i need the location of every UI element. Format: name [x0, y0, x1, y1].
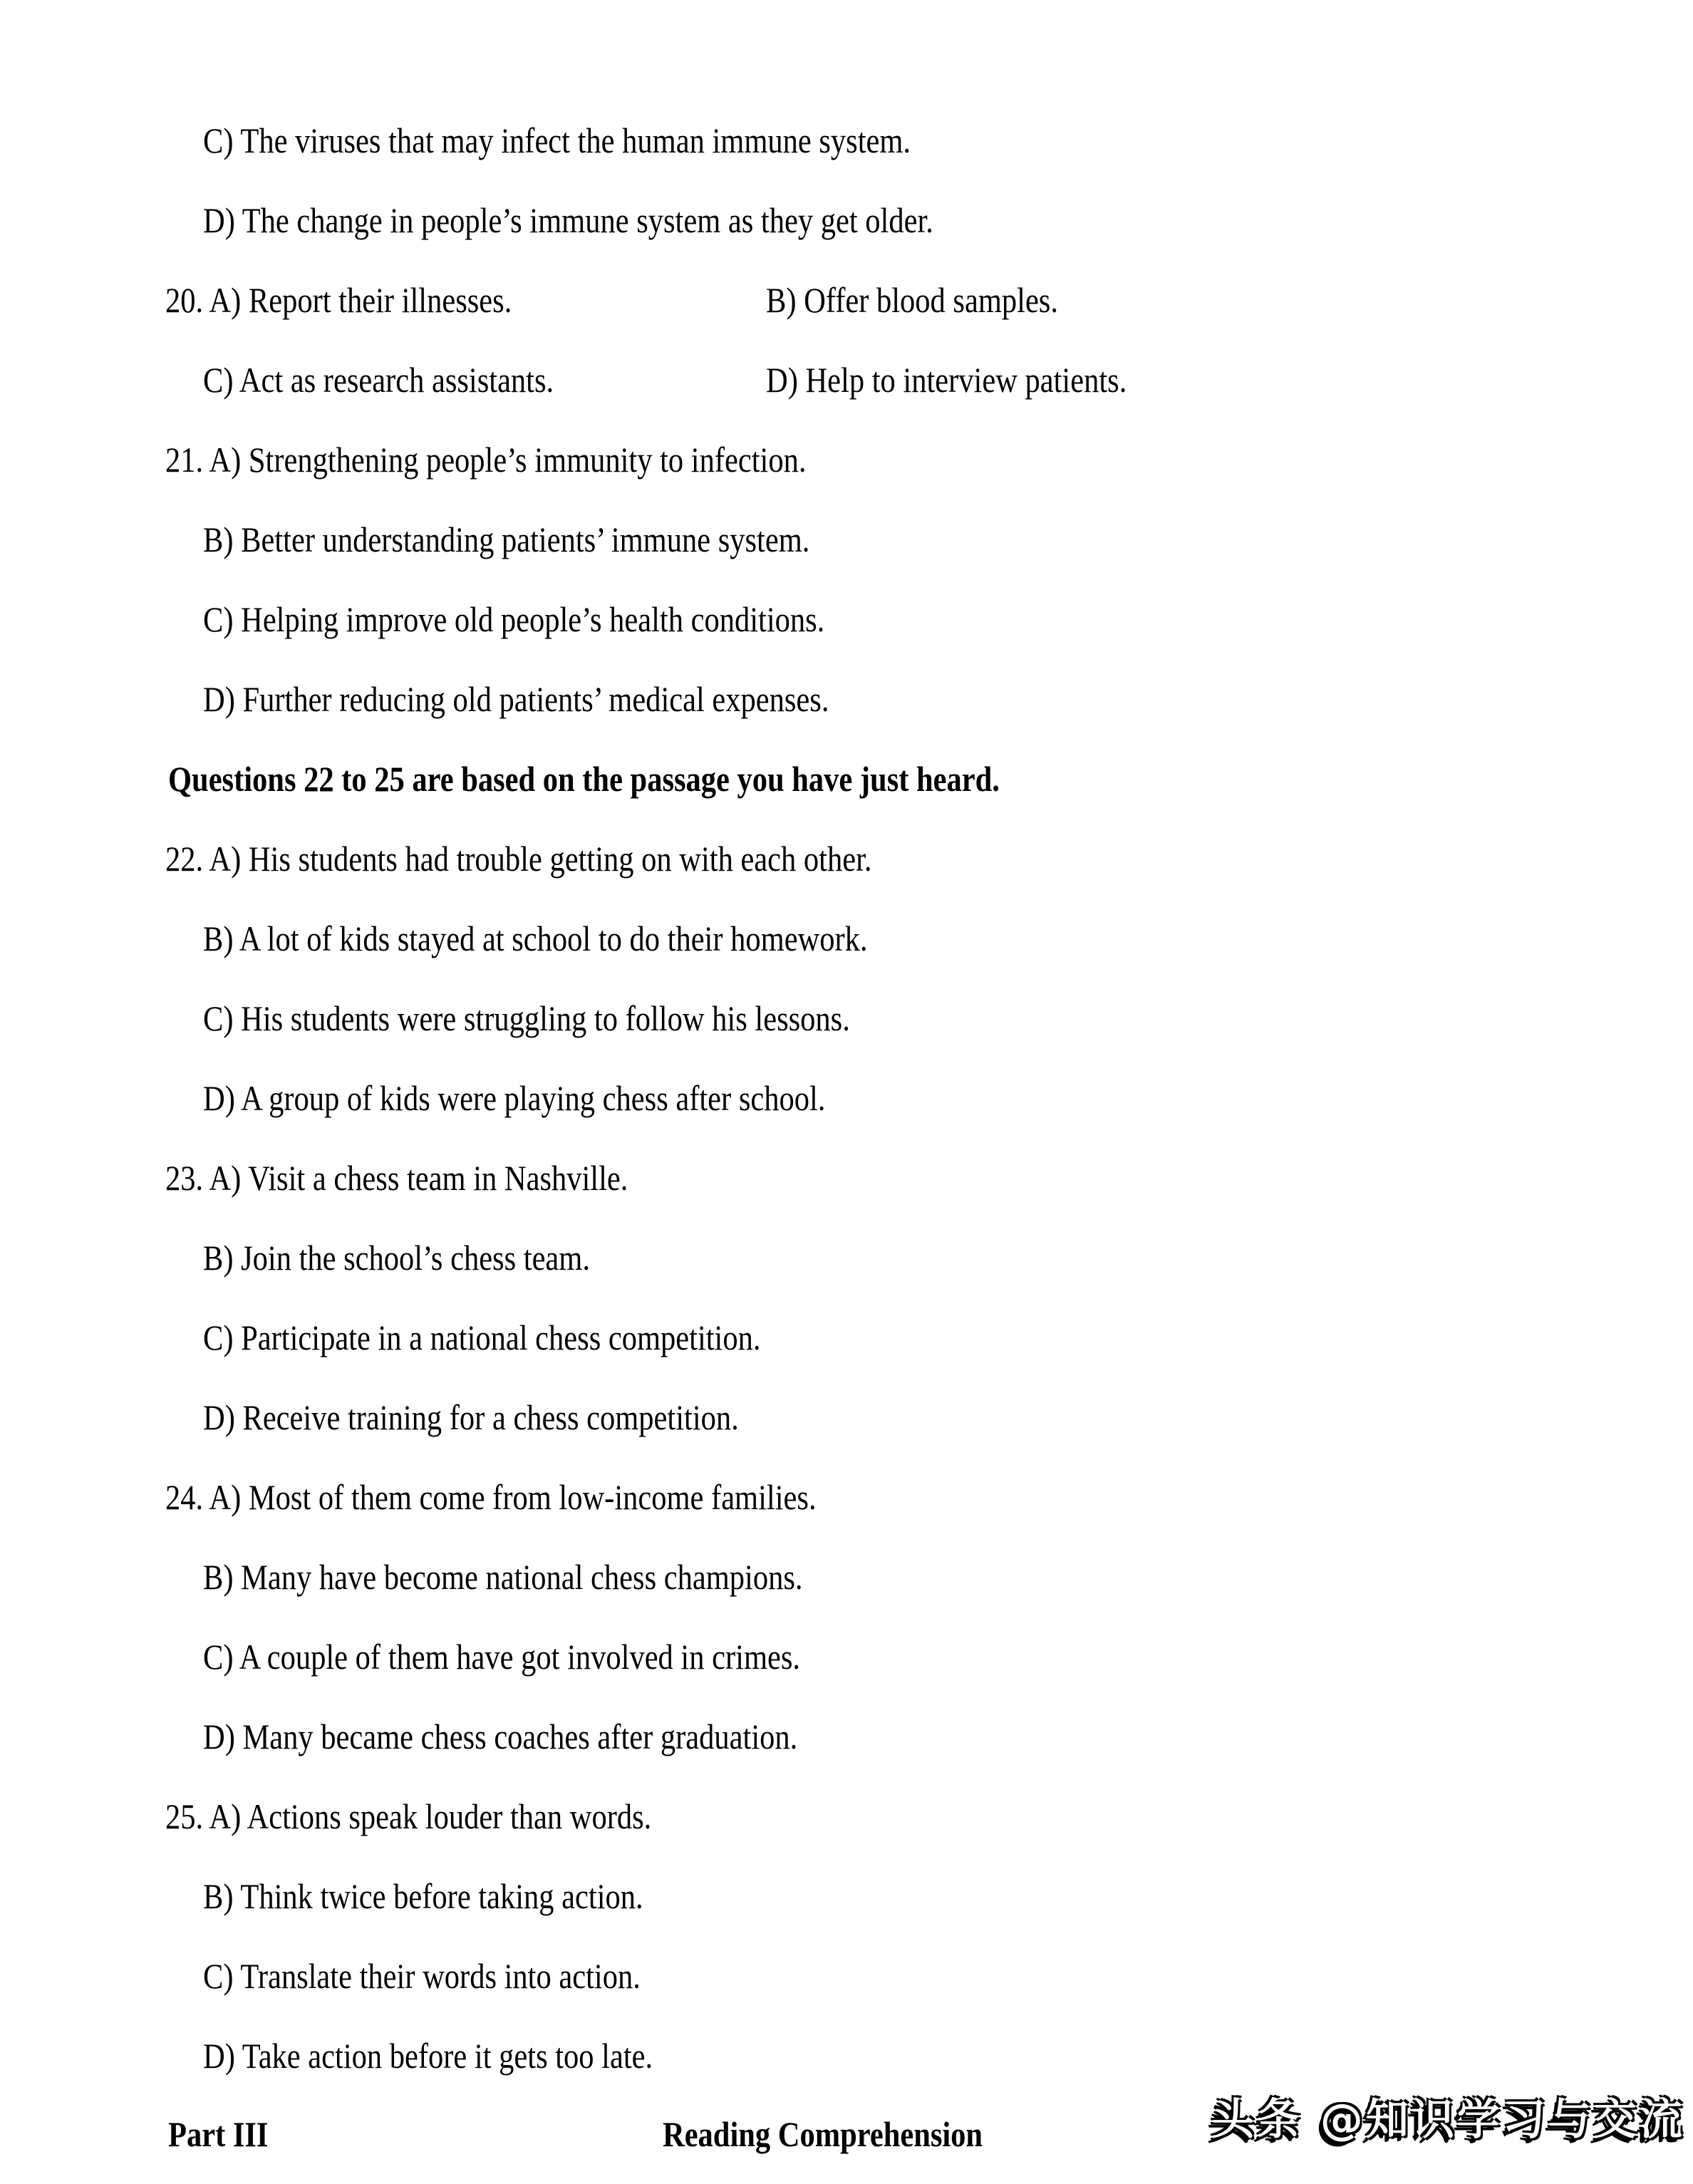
q25-option-d: D) Take action before it gets too late.: [203, 2036, 653, 2076]
footer-part-label: Part III: [168, 2114, 269, 2154]
q22-option-d: D) A group of kids were playing chess after school.: [203, 1078, 826, 1118]
q23-option-c: C) Participate in a national chess competition.: [203, 1318, 761, 1357]
q21-option-b: B) Better understanding patients’ immune system.: [203, 519, 810, 559]
q22-option-b: B) A lot of kids stayed at school to do their homework.: [203, 918, 868, 958]
q20-option-c: C) Act as research assistants.: [203, 360, 554, 400]
q24-option-b: B) Many have become national chess champions.: [203, 1557, 803, 1597]
q25-option-a: 25. A) Actions speak louder than words.: [165, 1796, 652, 1836]
q23-option-a: 23. A) Visit a chess team in Nashville.: [165, 1158, 628, 1198]
carryover-option-d: D) The change in people’s immune system as they get older.: [203, 200, 933, 240]
q20-option-d: D) Help to interview patients.: [766, 360, 1127, 400]
q25-option-c: C) Translate their words into action.: [203, 1956, 641, 1996]
q20-option-b: B) Offer blood samples.: [766, 280, 1058, 320]
q21-option-c: C) Helping improve old people’s health conditions.: [203, 599, 825, 639]
q21-option-d: D) Further reducing old patients’ medical expenses.: [203, 679, 829, 719]
q23-option-b: B) Join the school’s chess team.: [203, 1238, 590, 1278]
q21-option-a: 21. A) Strengthening people’s immunity to infection.: [165, 440, 807, 480]
q24-option-a: 24. A) Most of them come from low-income families.: [165, 1477, 817, 1517]
q23-option-d: D) Receive training for a chess competition.: [203, 1397, 739, 1437]
q22-option-a: 22. A) His students had trouble getting on with each other.: [165, 839, 872, 879]
watermark-text: 头条 @知识学习与交流: [1211, 2095, 1685, 2145]
q20-option-a: 20. A) Report their illnesses.: [165, 280, 512, 320]
q22-option-c: C) His students were struggling to follow his lessons.: [203, 998, 850, 1038]
q24-option-c: C) A couple of them have got involved in crimes.: [203, 1637, 801, 1677]
q24-option-d: D) Many became chess coaches after graduation.: [203, 1717, 798, 1756]
carryover-option-c: C) The viruses that may infect the human immune system.: [203, 120, 911, 160]
footer-section-title: Reading Comprehension: [663, 2114, 983, 2154]
section-instruction: Questions 22 to 25 are based on the passage you have just heard.: [168, 759, 1000, 799]
q25-option-b: B) Think twice before taking action.: [203, 1876, 643, 1916]
